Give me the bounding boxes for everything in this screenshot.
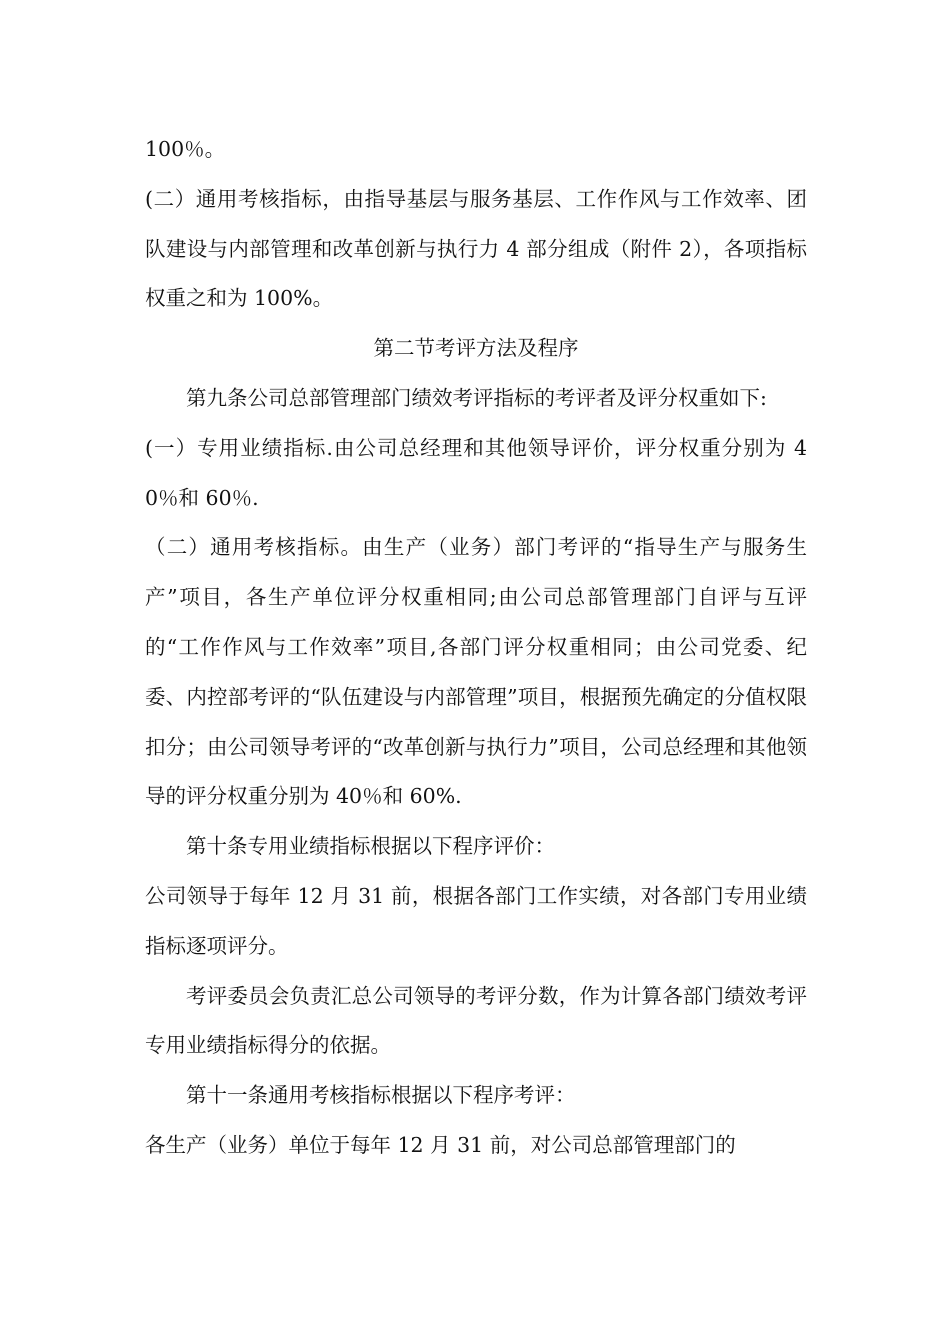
paragraph-leader-scoring: 公司领导于每年 12 月 31 前，根据各部门工作实绩，对各部门专用业绩指标逐项评分。 [145,883,807,958]
article-nine: 第九条公司总部管理部门绩效考评指标的考评者及评分权重如下: [186,385,767,410]
article-eleven: 第十一条通用考核指标根据以下程序考评： [186,1083,576,1108]
paragraph-units-assessment: 各生产（业务）单位于每年 12 月 31 前，对公司总部管理部门的 [145,1132,736,1157]
section-heading: 第二节考评方法及程序 [373,336,579,361]
paragraph-percent-tail: 100％。 [145,137,226,161]
paragraph-general-assessment: （二）通用考核指标。由生产（业务）部门考评的“指导生产与服务生产”项目，各生产单位评分权重相同;由公司总部管理部门自评与互评的“工作作风与工作效率”项目,各部门评分权重相同；由公司党委、纪委、内控部考评的“队伍建设与内部管理”项目，根据预先确定的分值权限扣分；由公司领导考评的“改革创新与执行力”项目，公司总经理和其他领导的评分权重分别为 40％和 60%. [145,535,807,809]
paragraph-general-indicators: (二）通用考核指标，由指导基层与服务基层、工作作风与工作效率、团队建设与内部管理和改革创新与执行力 4 部分组成（附件 2），各项指标权重之和为 100%。 [145,186,807,311]
document-body [145,125,807,1171]
article-ten: 第十条专用业绩指标根据以下程序评价： [186,834,555,859]
paragraph-special-indicators: (一）专用业绩指标.由公司总经理和其他领导评价，评分权重分别为 40％和 60％. [145,435,807,510]
paragraph-committee-summary: 考评委员会负责汇总公司领导的考评分数，作为计算各部门绩效考评专用业绩指标得分的依据。 [145,983,807,1058]
